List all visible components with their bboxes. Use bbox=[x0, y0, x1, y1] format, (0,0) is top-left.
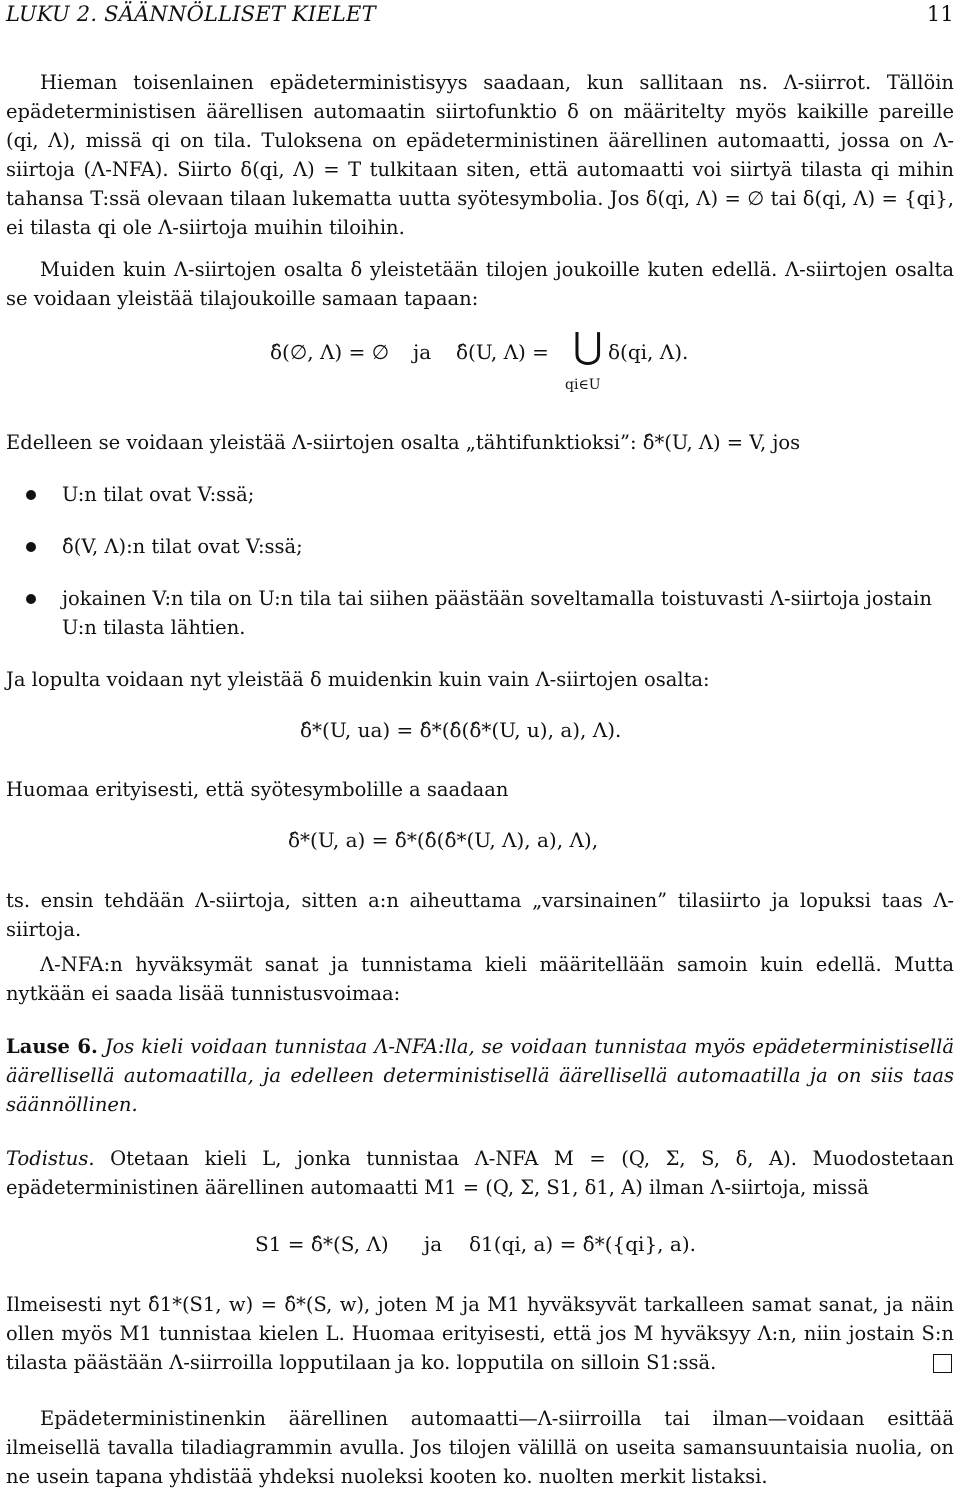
eq1-union-subscript: qi∈U bbox=[565, 377, 601, 393]
eq1-union-symbol: ⋃ bbox=[573, 326, 603, 367]
eq4-left: S1 = δ̂*(S, Λ) bbox=[255, 1232, 389, 1256]
bullet-item: U:n tilat ovat V:ssä; bbox=[62, 483, 255, 506]
bullet-item: jokainen V:n tila on U:n tila tai siihen päästään soveltamalla toistuvasti Λ-siirtoja jostain U:n tilasta lähtien. bbox=[62, 587, 932, 639]
paragraph-star-function: Edelleen se voidaan yleistää Λ-siirtojen osalta „tähtifunktioksi”: δ̂*(U, Λ) = V, jos bbox=[6, 431, 801, 454]
theorem-6 bbox=[6, 1032, 954, 1119]
bullet-marker bbox=[26, 594, 36, 604]
paragraph-explanation: ts. ensin tehdään Λ-siirtoja, sitten a:n aiheuttama „varsinainen” tilasiirto ja lopuksi taas Λ-siirtoja. bbox=[6, 889, 954, 941]
eq1-ja: ja bbox=[413, 340, 432, 364]
eq4-ja: ja bbox=[424, 1232, 443, 1256]
equation-delta-star-word: δ̂*(U, ua) = δ̂*(δ̂(δ̂*(U, u), a), Λ). bbox=[300, 718, 622, 742]
paragraph-lambda-nfa-language: Λ-NFA:n hyväksymät sanat ja tunnistama kieli määritellään samoin kuin edellä. Mutta nytkään ei saada lisää tunnistusvoimaa: bbox=[6, 953, 954, 1005]
eq1-left: δ̂(∅, Λ) = ∅ bbox=[270, 340, 390, 364]
running-header bbox=[6, 2, 954, 30]
theorem-text: Jos kieli voidaan tunnistaa Λ-NFA:lla, se voidaan tunnistaa myös epädeterministisellä äärellisellä automaatilla, ja edelleen deterministisellä äärellisellä automaatilla ja on siis taas säännöllinen. bbox=[6, 1035, 954, 1116]
eq4-right: δ1(qi, a) = δ̂*({qi}, a). bbox=[469, 1232, 696, 1256]
proof-paragraph bbox=[6, 1144, 954, 1202]
qed-box-icon bbox=[933, 1354, 952, 1373]
paragraph-proof-conclusion: Ilmeisesti nyt δ̂1*(S1, w) = δ̂*(S, w), joten M ja M1 hyväksyvät tarkalleen samat sanat, ja näin ollen myös M1 tunnistaa kielen L. Huomaa erityisesti, että jos M hyväksyy Λ:n, niin jostain S:n tilasta päästään Λ-siirroilla lopputilaan ja ko. lopputila on silloin S1:ssä. bbox=[6, 1293, 954, 1374]
bullet-marker bbox=[26, 490, 36, 500]
bullet-item: δ̂(V, Λ):n tilat ovat V:ssä; bbox=[62, 535, 303, 558]
paragraph-lambda-transitions: Hieman toisenlainen epädeterministisyys saadaan, kun sallitaan ns. Λ-siirrot. Tällöin epädeterministisen äärellisen automaatin siirtofunktio δ on määritelty myös kaikille pareille (qi, Λ), missä qi on tila. Tuloksena on epädeterministinen äärellinen automaatti, jossa on Λ-siirtoja (Λ-NFA). Siirto δ(qi, Λ) = T tulkitaan siten, että automaatti voi siirtyä tilasta qi mihin tahansa T:ssä olevaan tilaan lukematta uutta syötesymbolia. Jos δ(qi, Λ) = ∅ tai δ(qi, Λ) = {qi}, ei tilasta qi ole Λ-siirtoja muihin tiloihin. bbox=[6, 71, 954, 239]
chapter-title: LUKU 2. SÄÄNNÖLLISET KIELET bbox=[6, 2, 376, 26]
paragraph-note-symbol: Huomaa erityisesti, että syötesymbolille a saadaan bbox=[6, 778, 509, 801]
equation-delta-star-symbol: δ̂*(U, a) = δ̂*(δ̂(δ̂*(U, Λ), a), Λ), bbox=[288, 828, 599, 852]
theorem-label: Lause 6. bbox=[6, 1035, 98, 1058]
paragraph-generalization: Muiden kuin Λ-siirtojen osalta δ yleistetään tilojen joukoille kuten edellä. Λ-siirtojen osalta se voidaan yleistää tilajoukoille samaan tapaan: bbox=[6, 258, 954, 310]
eq1-term: δ(qi, Λ). bbox=[608, 340, 689, 364]
proof-text: Otetaan kieli L, jonka tunnistaa Λ-NFA M = (Q, Σ, S, δ, A). Muodostetaan epädeterministinen äärellinen automaatti M1 = (Q, Σ, S1, δ1, A) ilman Λ-siirtoja, missä bbox=[6, 1147, 954, 1199]
paragraph-general-delta: Ja lopulta voidaan nyt yleistää δ muidenkin kuin vain Λ-siirtojen osalta: bbox=[6, 668, 710, 691]
proof-label: Todistus. bbox=[6, 1147, 95, 1170]
page-number: 11 bbox=[926, 2, 954, 26]
paragraph-state-diagram: Epädeterministinenkin äärellinen automaatti—Λ-siirroilla tai ilman—voidaan esittää ilmeisellä tavalla tiladiagrammin avulla. Jos tilojen välillä on useita samansuuntaisia nuolia, on ne usein tapana yhdistää yhdeksi nuoleksi kooten ko. nuolten merkit listaksi. bbox=[6, 1407, 954, 1488]
eq1-right: δ̂(U, Λ) = bbox=[456, 340, 549, 364]
bullet-marker bbox=[26, 542, 36, 552]
